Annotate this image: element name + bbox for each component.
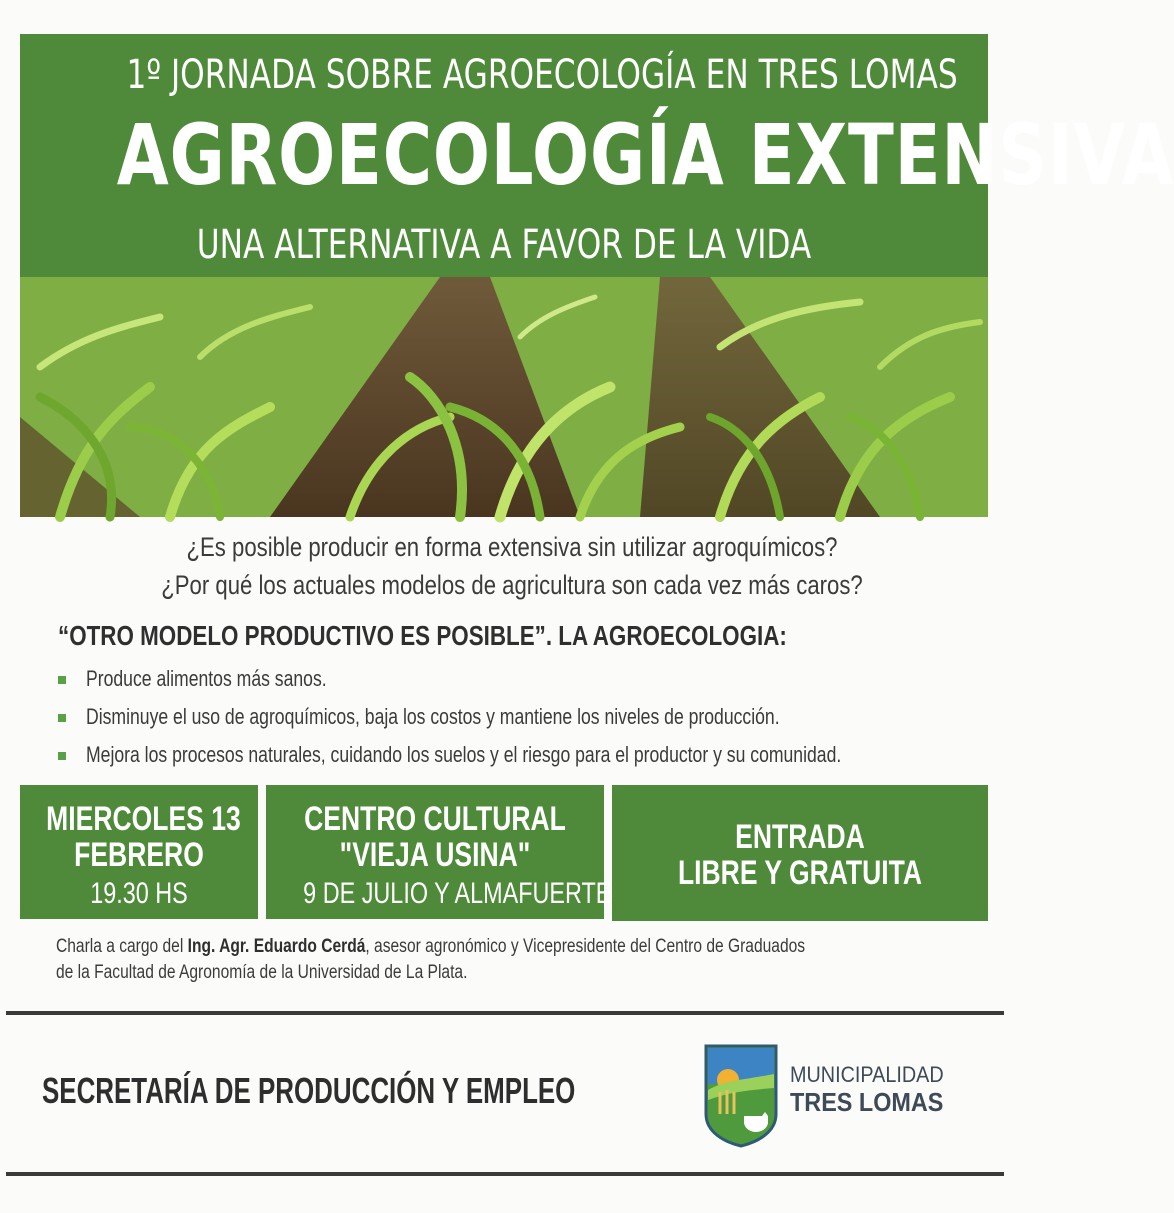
question-1: ¿Es posible producir en forma extensiva sin utilizar agroquímicos? xyxy=(186,532,838,562)
event-date-line2: FEBRERO xyxy=(74,836,204,874)
entry-box xyxy=(612,785,988,921)
date-box xyxy=(20,785,258,919)
event-kicker: 1º JORNADA SOBRE AGROECOLOGÍA EN TRES LOMAS xyxy=(126,52,958,98)
entry-line2: LIBRE Y GRATUITA xyxy=(677,854,923,892)
tres-lomas-shield-icon xyxy=(704,1044,778,1148)
event-date-line1: MIERCOLES 13 xyxy=(46,800,241,838)
cornfield-photo xyxy=(20,277,988,517)
speaker-credit: Charla a cargo del Ing. Agr. Eduardo Cerdá, asesor agronómico y Vicepresidente del Centro de Graduados de la Facultad de Agronomía de la Universidad de La Plata. xyxy=(56,936,806,983)
page-title: AGROECOLOGÍA EXTENSIVA xyxy=(116,106,1174,204)
venue-box xyxy=(266,785,612,919)
venue-address: 9 DE JULIO Y ALMAFUERTE xyxy=(303,877,612,910)
divider-top xyxy=(6,1011,1004,1015)
question-2: ¿Por qué los actuales modelos de agricultura son cada vez más caros? xyxy=(161,570,863,600)
bullet-square-icon xyxy=(58,676,66,684)
speaker-name: Ing. Agr. Eduardo Cerdá xyxy=(187,936,366,957)
cornfield-image xyxy=(20,277,988,517)
muni-line1: MUNICIPALIDAD xyxy=(790,1062,944,1087)
bullet-square-icon xyxy=(58,752,66,760)
divider-bottom xyxy=(6,1172,1004,1176)
model-heading: “OTRO MODELO PRODUCTIVO ES POSIBLE”. LA AGROECOLOGIA: xyxy=(58,620,787,651)
event-time: 19.30 HS xyxy=(90,877,188,910)
venue-line2: "VIEJA USINA" xyxy=(339,836,531,874)
muni-line2: TRES LOMAS xyxy=(790,1087,944,1117)
entry-line1: ENTRADA xyxy=(735,818,865,856)
page-subtitle: UNA ALTERNATIVA A FAVOR DE LA VIDA xyxy=(196,222,812,268)
venue-line1: CENTRO CULTURAL xyxy=(304,800,566,838)
municipality-logo-text xyxy=(790,1062,961,1116)
bullet-square-icon xyxy=(58,714,66,722)
secretaria-name: SECRETARÍA DE PRODUCCIÓN Y EMPLEO xyxy=(42,1070,576,1111)
questions xyxy=(0,528,1024,604)
header-banner xyxy=(20,34,1174,277)
